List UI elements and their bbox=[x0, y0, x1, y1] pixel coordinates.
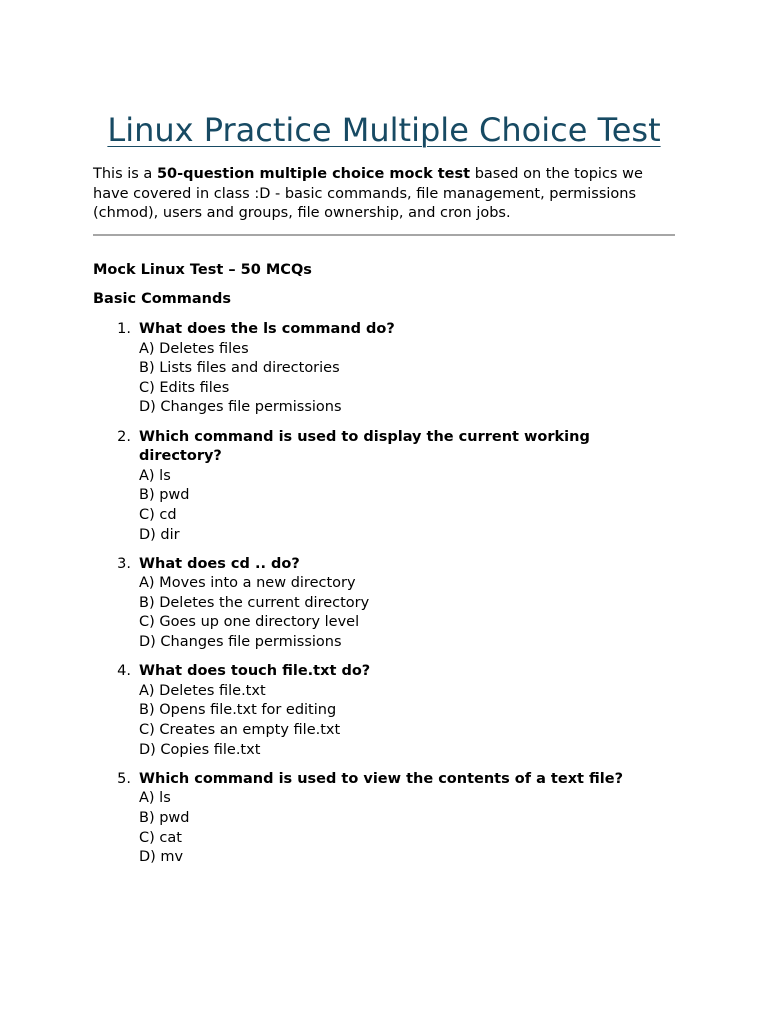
answer-option: C) Edits files bbox=[139, 379, 230, 396]
document-title-text: Linux Practice Multiple Choice Test bbox=[107, 111, 661, 149]
answer-option: D) Copies file.txt bbox=[139, 741, 261, 758]
question-text: What does the ls command do? bbox=[139, 320, 395, 337]
intro-paragraph bbox=[93, 165, 675, 224]
question-text: Which command is used to display the current working directory? bbox=[139, 428, 590, 465]
question-list bbox=[93, 320, 675, 868]
section-heading: Mock Linux Test – 50 MCQs bbox=[93, 261, 312, 278]
answer-option: B) Opens file.txt for editing bbox=[139, 702, 337, 719]
answer-option: C) Creates an empty file.txt bbox=[139, 722, 341, 739]
answer-option: D) dir bbox=[139, 526, 180, 543]
answer-option: B) Deletes the current directory bbox=[139, 594, 370, 611]
question-text: What does touch file.txt do? bbox=[139, 663, 371, 680]
answer-option: B) pwd bbox=[139, 810, 190, 826]
question-item bbox=[93, 555, 675, 653]
subsection-heading: Basic Commands bbox=[93, 291, 232, 308]
answer-option: A) Deletes file.txt bbox=[139, 682, 266, 699]
question-number: 2. bbox=[117, 428, 131, 445]
question-number: 3. bbox=[117, 555, 131, 572]
answer-option: A) Moves into a new directory bbox=[139, 575, 356, 592]
answer-option: B) pwd bbox=[139, 487, 190, 504]
question-item bbox=[93, 428, 675, 546]
horizontal-divider bbox=[93, 234, 675, 236]
question-item bbox=[93, 320, 675, 418]
question-item bbox=[93, 770, 675, 868]
intro-suffix: based on the topics we have covered in class :D - basic commands, file management, permissions (chmod), users and groups, file ownership, and cron jobs. bbox=[93, 166, 643, 222]
document-title bbox=[93, 0, 675, 153]
answer-option: D) mv bbox=[139, 849, 184, 866]
answer-option: C) Goes up one directory level bbox=[139, 614, 360, 631]
document-page bbox=[93, 0, 675, 877]
question-item bbox=[93, 662, 675, 760]
answer-option: C) cd bbox=[139, 506, 177, 523]
answer-option: D) Changes file permissions bbox=[139, 399, 342, 416]
question-number: 1. bbox=[117, 320, 131, 337]
question-text: Which command is used to view the contents of a text file? bbox=[139, 770, 623, 787]
question-text: What does cd .. do? bbox=[139, 555, 300, 572]
answer-option: C) cat bbox=[139, 829, 182, 846]
answer-option: D) Changes file permissions bbox=[139, 634, 342, 651]
answer-option: A) ls bbox=[139, 790, 171, 807]
answer-option: A) ls bbox=[139, 467, 171, 484]
intro-bold: 50-question multiple choice mock test bbox=[156, 166, 471, 182]
answer-option: B) Lists files and directories bbox=[139, 360, 340, 377]
question-number: 4. bbox=[117, 663, 131, 680]
question-number: 5. bbox=[117, 770, 131, 787]
intro-prefix: This is a bbox=[93, 166, 157, 182]
answer-option: A) Deletes files bbox=[139, 340, 249, 357]
